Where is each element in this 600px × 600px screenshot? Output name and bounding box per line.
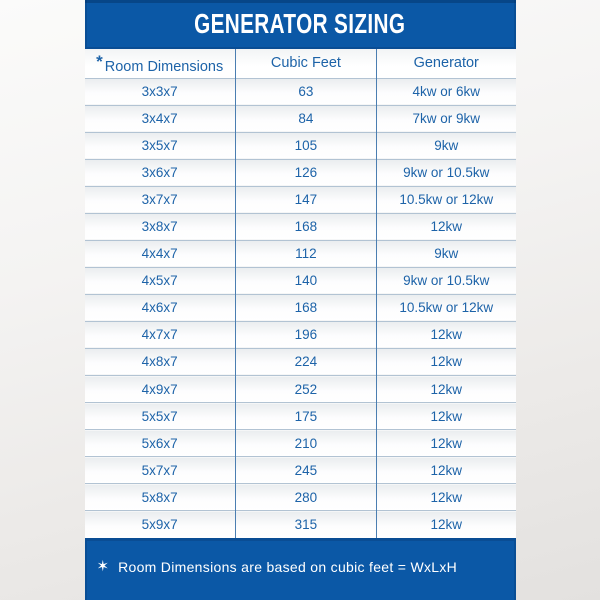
table-cell: 12kw bbox=[376, 321, 515, 348]
table-row bbox=[85, 132, 516, 159]
table-cell: 140 bbox=[235, 267, 376, 294]
table-cell: 4x9x7 bbox=[85, 376, 236, 403]
table-cell: 63 bbox=[235, 78, 376, 105]
table-row bbox=[85, 267, 516, 294]
table-cell: 4x8x7 bbox=[85, 348, 236, 375]
table-cell: 5x8x7 bbox=[85, 484, 236, 511]
table-cell: 196 bbox=[235, 321, 376, 348]
table-cell: 147 bbox=[235, 186, 376, 213]
table-cell: 3x3x7 bbox=[85, 78, 236, 105]
table-cell: 3x4x7 bbox=[85, 105, 236, 132]
table-row bbox=[85, 213, 516, 240]
table-row bbox=[85, 321, 516, 348]
table-row bbox=[85, 294, 516, 321]
table-row bbox=[85, 511, 516, 538]
table-cell: 12kw bbox=[376, 348, 515, 375]
table-cell: 7kw or 9kw bbox=[376, 105, 515, 132]
table-cell: 105 bbox=[235, 132, 376, 159]
table-cell: 12kw bbox=[376, 213, 515, 240]
table-cell: 3x5x7 bbox=[85, 132, 236, 159]
table-cell: 210 bbox=[235, 430, 376, 457]
table-cell: 245 bbox=[235, 457, 376, 484]
table-cell: 3x7x7 bbox=[85, 186, 236, 213]
table-cell: 5x6x7 bbox=[85, 430, 236, 457]
table-cell: 280 bbox=[235, 484, 376, 511]
table-cell: 175 bbox=[235, 403, 376, 430]
table-cell: 12kw bbox=[376, 511, 515, 538]
sizing-table bbox=[85, 47, 516, 538]
table-cell: 4x7x7 bbox=[85, 321, 236, 348]
table-cell: 126 bbox=[235, 159, 376, 186]
table-cell: 252 bbox=[235, 376, 376, 403]
table-cell: 9kw bbox=[376, 132, 515, 159]
table-cell: 10.5kw or 12kw bbox=[376, 186, 515, 213]
table-row bbox=[85, 105, 516, 132]
footnote-band bbox=[85, 538, 516, 600]
table-cell: 168 bbox=[235, 294, 376, 321]
title-band bbox=[85, 0, 516, 47]
generator-sizing-panel bbox=[85, 0, 516, 600]
table-cell: 9kw or 10.5kw bbox=[376, 267, 515, 294]
table-cell: 4x6x7 bbox=[85, 294, 236, 321]
asterisk-icon: * bbox=[96, 51, 103, 71]
table-cell: 12kw bbox=[376, 403, 515, 430]
star-icon: ✶ bbox=[96, 558, 110, 575]
table-cell: 112 bbox=[235, 240, 376, 267]
footnote-text: Room Dimensions are based on cubic feet = WxLxH bbox=[118, 558, 458, 575]
table-cell: 12kw bbox=[376, 376, 515, 403]
table-row bbox=[85, 348, 516, 375]
table-cell: 12kw bbox=[376, 430, 515, 457]
column-header: Cubic Feet bbox=[235, 48, 376, 78]
table-cell: 9kw bbox=[376, 240, 515, 267]
table-row bbox=[85, 403, 516, 430]
table-row bbox=[85, 159, 516, 186]
table-cell: 224 bbox=[235, 348, 376, 375]
table-cell: 5x7x7 bbox=[85, 457, 236, 484]
table-header-row bbox=[85, 48, 516, 78]
table-cell: 4x4x7 bbox=[85, 240, 236, 267]
table-cell: 3x6x7 bbox=[85, 159, 236, 186]
table-cell: 5x9x7 bbox=[85, 511, 236, 538]
table-cell: 3x8x7 bbox=[85, 213, 236, 240]
table-row bbox=[85, 484, 516, 511]
column-header: * Room Dimensions bbox=[85, 48, 236, 78]
table-cell: 315 bbox=[235, 511, 376, 538]
table-cell: 12kw bbox=[376, 484, 515, 511]
table-row bbox=[85, 430, 516, 457]
table-row bbox=[85, 186, 516, 213]
table-cell: 4x5x7 bbox=[85, 267, 236, 294]
table-cell: 9kw or 10.5kw bbox=[376, 159, 515, 186]
table-cell: 168 bbox=[235, 213, 376, 240]
table-row bbox=[85, 78, 516, 105]
table-row bbox=[85, 376, 516, 403]
generator-sizing-table bbox=[85, 47, 516, 538]
table-cell: 12kw bbox=[376, 457, 515, 484]
table-cell: 5x5x7 bbox=[85, 403, 236, 430]
table-cell: 84 bbox=[235, 105, 376, 132]
table-row bbox=[85, 240, 516, 267]
column-header: Generator bbox=[376, 48, 515, 78]
table-cell: 4kw or 6kw bbox=[376, 78, 515, 105]
table-row bbox=[85, 457, 516, 484]
page-title: GENERATOR SIZING bbox=[194, 7, 406, 39]
table-cell: 10.5kw or 12kw bbox=[376, 294, 515, 321]
